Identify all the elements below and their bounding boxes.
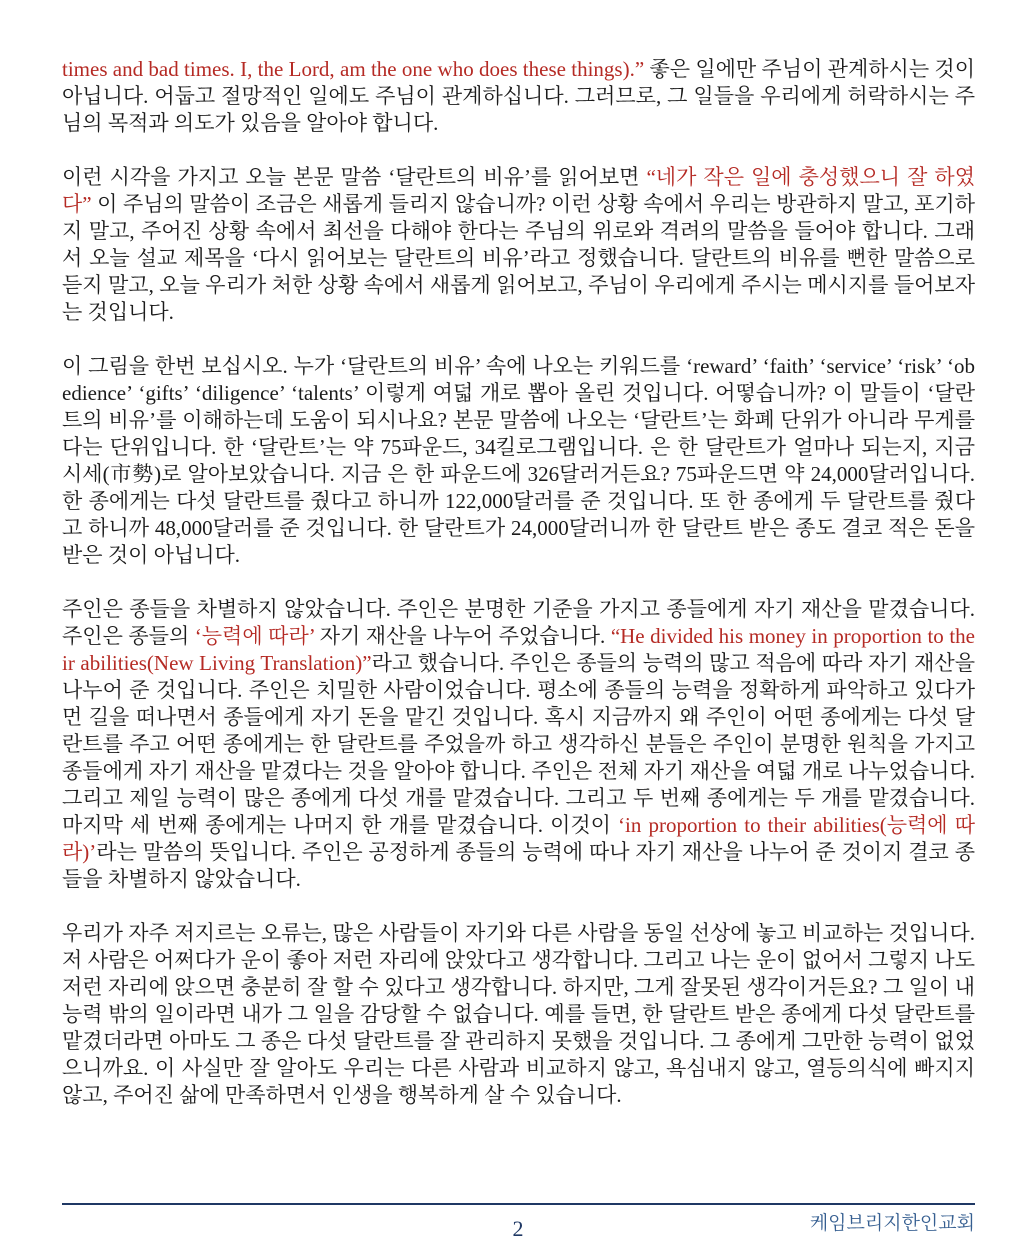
sermon-body [62,56,975,1109]
footer-divider [62,1203,975,1205]
scripture-quote: “네가 작은 일에 충성했으니 잘 하였다” [62,165,975,216]
paragraph-4 [62,596,975,893]
paragraph-5 [62,920,975,1109]
church-name: 케임브리지한인교회 [809,1213,975,1234]
page-number: 2 [512,1216,524,1241]
body-text: 이 그림을 한번 보십시오. 누가 ‘달란트의 비유’ 속에 나오는 키워드를 ‘reward’ ‘faith’ ‘service’ ‘risk’ ‘obedience’ ‘gifts’ ‘diligence’ ‘talents’ 이렇게 여덟 개로 뽑아 올린 것입니다. 어떻습니까? 이 말들이 ‘달란트의 비유’를 이해하는데 도움이 되시나요? 본문 말씀에 나오는 ‘달란트’는 화폐 단위가 아니라 무게를 다는 단위입니다. 한 ‘달란트’는 약 75파운드, 34킬로그램입니다. 은 한 달란트가 얼마나 되는지, 지금 시세(市勢)로 알아보았습니다. 지금 은 한 파운드에 326달러거든요? 75파운드면 약 24,000달러입니다. 한 종에게는 다섯 달란트를 줬다고 하니까 122,000달러를 준 것입니다. 또 한 종에게 두 달란트를 줬다고 하니까 48,000달러를 준 것입니다. 한 달란트가 24,000달러니까 한 달란트 받은 종도 결코 적은 돈을 받은 것이 아닙니다. [62,354,975,567]
scripture-quote: ‘in proportion to their abilities(능력에 따라)’ [62,813,975,864]
body-text: 이 주님의 말씀이 조금은 새롭게 들리지 않습니까? 이런 상황 속에서 우리는 방관하지 말고, 포기하지 말고, 주어진 상황 속에서 최선을 다해야 한다는 주님의 위로와 격려의 말씀을 들어야 합니다. 그래서 오늘 설교 제목을 ‘다시 읽어보는 달란트의 비유’라고 정했습니다. 달란트의 비유를 뻔한 말씀으로 듣지 말고, 오늘 우리가 처한 상황 속에서 새롭게 읽어보고, 주님이 우리에게 주시는 메시지를 들어보자는 것입니다. [62,192,975,324]
scripture-quote: ‘능력에 따라’ [194,624,315,648]
paragraph-3 [62,353,975,569]
paragraph-2 [62,164,975,326]
body-text: 우리가 자주 저지르는 오류는, 많은 사람들이 자기와 다른 사람을 동일 선상에 놓고 비교하는 것입니다. 저 사람은 어쩌다가 운이 좋아 저런 자리에 앉았다고 생각합니다. 그리고 나는 운이 없어서 그렇지 나도 저런 자리에 앉으면 충분히 잘 할 수 있다고 생각합니다. 하지만, 그게 잘못된 생각이거든요? 그 일이 내 능력 밖의 일이라면 내가 그 일을 감당할 수 없습니다. 예를 들면, 한 달란트 받은 종에게 다섯 달란트를 맡겼더라면 아마도 그 종은 다섯 달란트를 잘 관리하지 못했을 것입니다. 그 종에게 그만한 능력이 없었으니까요. 이 사실만 잘 알아도 우리는 다른 사람과 비교하지 않고, 욕심내지 않고, 열등의식에 빠지지 않고, 주어진 삶에 만족하면서 인생을 행복하게 살 수 있습니다. [62,921,975,1107]
body-text: 라고 했습니다. 주인은 종들의 능력의 많고 적음에 따라 자기 재산을 나누어 준 것입니다. 주인은 치밀한 사람이었습니다. 평소에 종들의 능력을 정확하게 파악하고 있다가 먼 길을 떠나면서 종들에게 자기 돈을 맡긴 것입니다. 혹시 지금까지 왜 주인이 어떤 종에게는 다섯 달란트를 주고 어떤 종에게는 한 달란트를 주었을까 하고 생각하신 분들은 주인이 분명한 원칙을 가지고 종들에게 자기 재산을 맡겼다는 것을 알아야 합니다. 주인은 전체 자기 재산을 여덟 개로 나누었습니다. 그리고 제일 능력이 많은 종에게 다섯 개를 맡겼습니다. 그리고 두 번째 종에게는 두 개를 맡겼습니다. 마지막 세 번째 종에게는 나머지 한 개를 맡겼습니다. 이것이 [62,651,975,837]
body-text: 주인은 종들을 차별하지 않았습니다. 주인은 분명한 기준을 가지고 종들에게 자기 재산을 맡겼습니다. 주인은 종들의 [62,597,975,648]
paragraph-1 [62,56,975,137]
scripture-quote: times and bad times. I, the Lord, am the one who does these things).” [62,57,645,81]
body-text: 좋은 일에만 주님이 관계하시는 것이 아닙니다. 어둡고 절망적인 일에도 주님이 관계하십니다. 그러므로, 그 일들을 우리에게 허락하시는 주님의 목적과 의도가 있음을 알아야 합니다. [62,57,975,135]
body-text: 라는 말씀의 뜻입니다. 주인은 공정하게 종들의 능력에 따나 자기 재산을 나누어 준 것이지 결코 종들을 차별하지 않았습니다. [62,840,975,891]
scripture-quote: “He divided his money in proportion to their abilities(New Living Translation)” [62,624,975,675]
body-text: 자기 재산을 나누어 주었습니다. [314,624,611,648]
body-text: 이런 시각을 가지고 오늘 본문 말씀 ‘달란트의 비유’를 읽어보면 [62,165,647,189]
